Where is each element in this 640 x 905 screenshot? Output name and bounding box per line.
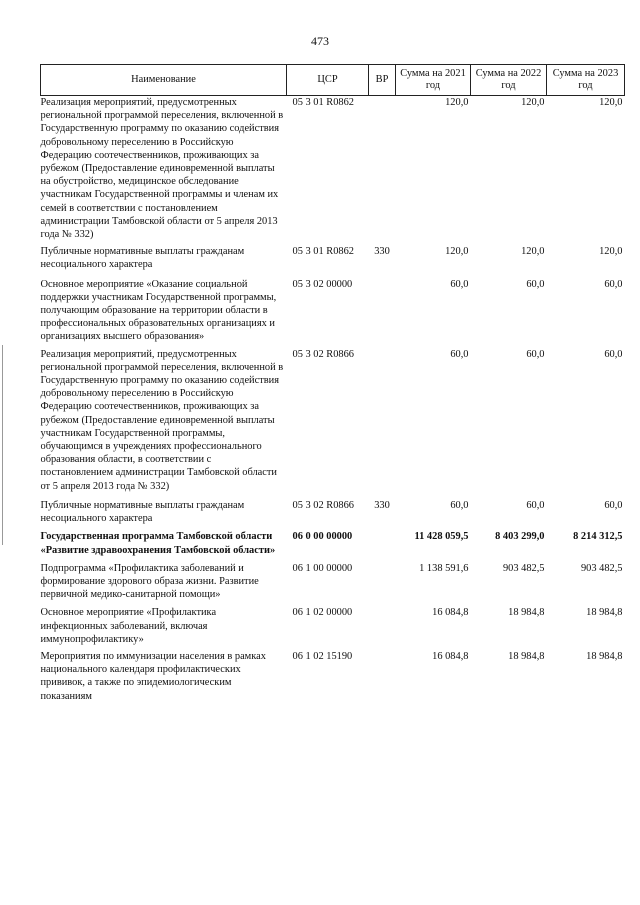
- table-header: [41, 65, 625, 96]
- row-csr: 06 1 02 00000: [292, 607, 353, 619]
- row-sum-2021: 16 084,8: [432, 607, 469, 619]
- row-sum-2023: 60,0: [604, 278, 623, 290]
- row-name: Основное мероприятие «Оказание социальной поддержки участникам Государственной программы, получающим образование на территории области в профессиональных образовательных организациях и организациях высшего образования»: [40, 278, 277, 343]
- row-sum-2022: 60,0: [526, 348, 545, 360]
- row-sum-2023: 903 482,5: [580, 562, 623, 574]
- header-csr: ЦСР: [287, 65, 369, 96]
- page-number: 473: [311, 34, 329, 48]
- row-sum-2022: 18 984,8: [508, 650, 545, 662]
- table-row: [41, 96, 625, 246]
- row-csr: 05 3 01 R0862: [292, 246, 354, 258]
- row-csr: 06 1 02 15190: [292, 650, 353, 662]
- header-name: Наименование: [41, 65, 287, 96]
- row-sum-2021: 1 138 591,6: [419, 562, 469, 574]
- row-vr: [369, 562, 396, 607]
- row-vr: [369, 530, 396, 561]
- row-sum-2023: 60,0: [604, 499, 623, 511]
- row-name: Мероприятия по иммунизации населения в рамках национального календаря профилактических прививок, а также по эпидемиологическим показаниям: [40, 650, 266, 702]
- row-vr: [369, 348, 396, 499]
- table-row: [41, 530, 625, 561]
- row-csr: 06 1 00 00000: [292, 562, 353, 574]
- row-csr: 05 3 01 R0862: [292, 97, 354, 108]
- row-vr: [369, 278, 396, 348]
- row-csr: 05 3 02 R0866: [292, 499, 354, 511]
- row-name: Подпрограмма «Профилактика заболеваний и формирование здорового образа жизни. Развитие первичной медико-санитарной помощи»: [40, 562, 259, 601]
- row-sum-2022: 120,0: [521, 246, 545, 258]
- row-sum-2023: 8 214 312,5: [573, 531, 623, 543]
- row-sum-2021: 16 084,8: [432, 650, 469, 662]
- row-vr: 330: [374, 246, 390, 258]
- row-sum-2023: 18 984,8: [586, 607, 623, 619]
- header-2023: Сумма на 2023 год: [547, 65, 625, 96]
- row-name: Публичные нормативные выплаты гражданам несоциального характера: [40, 246, 245, 271]
- row-name: Реализация мероприятий, предусмотренных региональной программой переселения, включенной в Государственную программу по оказанию содействия добровольному переселению в Российскую Федерацию соотечественников, проживающих за рубежом (Предоставление единовременной выплаты на обустройство, медицинское обследование участникам Государственной программы и членам их семей в соответствии с постановлением администрации Тамбовской области от 5 апреля 2013 года № 332): [40, 97, 284, 241]
- row-name: Реализация мероприятий, предусмотренных региональной программой переселения, включенной в Государственную программу по оказанию содействия добровольному переселению в Российскую Федерацию соотечественников, проживающих за рубежом (Предоставление единовременной выплаты участникам Государственной программы, обучающимся в учреждениях профессионального образования области, в соответствии с постановлением администрации Тамбовской области от 5 апреля 2013 года № 332): [40, 348, 284, 492]
- header-2022: Сумма на 2022 год: [471, 65, 547, 96]
- row-sum-2022: 18 984,8: [508, 607, 545, 619]
- row-csr: 05 3 02 00000: [292, 278, 353, 290]
- row-name: Публичные нормативные выплаты гражданам несоциального характера: [40, 499, 245, 525]
- table-row: [41, 499, 625, 530]
- row-sum-2021: 60,0: [450, 348, 469, 360]
- table-row: [41, 348, 625, 499]
- margin-line: [2, 345, 3, 545]
- row-sum-2022: 120,0: [521, 97, 545, 108]
- row-sum-2021: 60,0: [450, 278, 469, 290]
- row-name: Основное мероприятие «Профилактика инфекционных заболеваний, включая иммунопрофилактику»: [40, 607, 217, 645]
- row-sum-2021: 11 428 059,5: [414, 531, 469, 543]
- row-csr: 06 0 00 00000: [292, 531, 353, 543]
- row-vr: [369, 650, 396, 703]
- header-2021: Сумма на 2021 год: [396, 65, 471, 96]
- row-vr: 330: [374, 499, 390, 511]
- row-vr: [369, 96, 396, 246]
- table-row: [41, 650, 625, 703]
- budget-table: [40, 64, 625, 703]
- row-sum-2023: 120,0: [599, 246, 623, 258]
- row-vr: [369, 606, 396, 650]
- row-name: Государственная программа Тамбовской области «Развитие здравоохранения Тамбовской области»: [40, 531, 276, 556]
- row-sum-2022: 60,0: [526, 278, 545, 290]
- row-sum-2021: 120,0: [445, 246, 469, 258]
- row-sum-2022: 60,0: [526, 499, 545, 511]
- row-sum-2022: 903 482,5: [502, 562, 545, 574]
- table-body: [41, 96, 625, 703]
- row-sum-2022: 8 403 299,0: [495, 531, 545, 543]
- header-vr: ВР: [369, 65, 396, 96]
- row-csr: 05 3 02 R0866: [292, 348, 354, 360]
- row-sum-2021: 120,0: [445, 97, 469, 108]
- row-sum-2023: 60,0: [604, 348, 623, 360]
- row-sum-2023: 18 984,8: [586, 650, 623, 662]
- table-row: [41, 278, 625, 348]
- row-sum-2023: 120,0: [599, 97, 623, 108]
- table-row: [41, 606, 625, 650]
- table-row: [41, 245, 625, 277]
- row-sum-2021: 60,0: [450, 499, 469, 511]
- table-row: [41, 562, 625, 607]
